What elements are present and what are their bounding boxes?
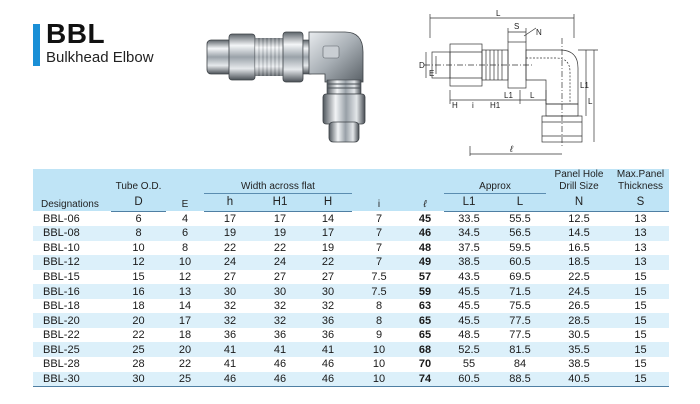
- dim-label-s: S: [514, 22, 520, 31]
- cell-i: 7.5: [352, 284, 406, 299]
- table-row: [33, 313, 669, 328]
- cell-des: BBL-12: [33, 255, 111, 270]
- dim-label-l1-right: L1: [580, 81, 589, 90]
- cell-l: 59.5: [494, 241, 546, 256]
- cell-h: 27: [204, 270, 256, 285]
- cell-l1: 43.5: [444, 270, 494, 285]
- cell-h: 32: [204, 313, 256, 328]
- cell-ell: 74: [406, 372, 444, 387]
- cell-h: 19: [204, 226, 256, 241]
- cell-s: 15: [612, 372, 669, 387]
- table-row: [33, 328, 669, 343]
- cell-l1: 45.5: [444, 284, 494, 299]
- product-name: Bulkhead Elbow: [46, 49, 154, 66]
- cell-s: 15: [612, 284, 669, 299]
- cell-l1: 60.5: [444, 372, 494, 387]
- cell-e: 12: [166, 270, 204, 285]
- cell-h1: 36: [256, 328, 304, 343]
- dim-label-d: D: [419, 61, 425, 70]
- cell-l1: 45.5: [444, 299, 494, 314]
- cell-s: 15: [612, 299, 669, 314]
- cell-h: 41: [204, 357, 256, 372]
- cell-e: 13: [166, 284, 204, 299]
- table-row: [33, 270, 669, 285]
- cell-ell: 48: [406, 241, 444, 256]
- header-approx: Approx: [444, 169, 546, 193]
- cell-i: 7: [352, 241, 406, 256]
- cell-d: 12: [111, 255, 166, 270]
- cell-n: 28.5: [546, 313, 612, 328]
- table-row: [33, 255, 669, 270]
- header-max-panel: [612, 169, 669, 193]
- cell-ell: 68: [406, 342, 444, 357]
- cell-s: 15: [612, 328, 669, 343]
- cell-d: 20: [111, 313, 166, 328]
- cell-l: 69.5: [494, 270, 546, 285]
- cell-h1: 32: [256, 299, 304, 314]
- cell-n: 22.5: [546, 270, 612, 285]
- cell-d: 6: [111, 211, 166, 226]
- cell-d: 30: [111, 372, 166, 387]
- cell-h1: 22: [256, 241, 304, 256]
- header-max-panel-line2: Thickness: [617, 181, 663, 192]
- header-e: E: [166, 169, 204, 211]
- cell-i: 10: [352, 372, 406, 387]
- cell-ell: 65: [406, 313, 444, 328]
- cell-h: 24: [204, 255, 256, 270]
- cell-d: 8: [111, 226, 166, 241]
- cell-des: BBL-30: [33, 372, 111, 387]
- cell-e: 8: [166, 241, 204, 256]
- cell-hh: 46: [304, 372, 352, 387]
- cell-ell: 46: [406, 226, 444, 241]
- header-n: N: [546, 193, 612, 211]
- cell-l1: 37.5: [444, 241, 494, 256]
- cell-l: 77.5: [494, 313, 546, 328]
- cell-e: 20: [166, 342, 204, 357]
- cell-d: 28: [111, 357, 166, 372]
- dim-label-l-right: L: [588, 97, 593, 106]
- cell-h: 22: [204, 241, 256, 256]
- cell-d: 25: [111, 342, 166, 357]
- cell-ell: 65: [406, 328, 444, 343]
- cell-n: 14.5: [546, 226, 612, 241]
- cell-e: 17: [166, 313, 204, 328]
- cell-h: 32: [204, 299, 256, 314]
- table-row: [33, 372, 669, 387]
- cell-l: 84: [494, 357, 546, 372]
- cell-s: 15: [612, 313, 669, 328]
- cell-n: 26.5: [546, 299, 612, 314]
- cell-s: 13: [612, 211, 669, 226]
- cell-hh: 17: [304, 226, 352, 241]
- header-width-across-flat: Width across flat: [204, 169, 352, 193]
- cell-ell: 57: [406, 270, 444, 285]
- table-row: [33, 284, 669, 299]
- cell-n: 38.5: [546, 357, 612, 372]
- cell-i: 9: [352, 328, 406, 343]
- dim-label-h: H: [452, 101, 458, 110]
- header-i: i: [352, 169, 406, 211]
- cell-s: 13: [612, 255, 669, 270]
- cell-ell: 59: [406, 284, 444, 299]
- cell-n: 18.5: [546, 255, 612, 270]
- cell-e: 18: [166, 328, 204, 343]
- cell-hh: 30: [304, 284, 352, 299]
- cell-s: 13: [612, 241, 669, 256]
- cell-hh: 19: [304, 241, 352, 256]
- cell-ell: 49: [406, 255, 444, 270]
- cell-des: BBL-22: [33, 328, 111, 343]
- cell-i: 8: [352, 299, 406, 314]
- cell-h: 17: [204, 211, 256, 226]
- cell-e: 22: [166, 357, 204, 372]
- cell-h: 46: [204, 372, 256, 387]
- table-row: [33, 226, 669, 241]
- header-tube-od: Tube O.D.: [111, 169, 166, 193]
- cell-s: 15: [612, 342, 669, 357]
- cell-e: 4: [166, 211, 204, 226]
- cell-i: 10: [352, 342, 406, 357]
- header-panel-hole: [546, 169, 612, 193]
- product-photo: [205, 18, 375, 146]
- cell-hh: 36: [304, 328, 352, 343]
- cell-n: 40.5: [546, 372, 612, 387]
- cell-n: 12.5: [546, 211, 612, 226]
- table-row: [33, 299, 669, 314]
- product-code: BBL: [46, 18, 106, 49]
- cell-i: 7: [352, 211, 406, 226]
- cell-des: BBL-16: [33, 284, 111, 299]
- cell-d: 18: [111, 299, 166, 314]
- header-h: h: [204, 193, 256, 211]
- cell-h1: 24: [256, 255, 304, 270]
- cell-des: BBL-28: [33, 357, 111, 372]
- cell-h1: 17: [256, 211, 304, 226]
- cell-n: 30.5: [546, 328, 612, 343]
- cell-hh: 14: [304, 211, 352, 226]
- dim-label-l-bottom: L: [530, 91, 535, 100]
- header-designations: Designations: [33, 169, 111, 211]
- cell-l1: 38.5: [444, 255, 494, 270]
- header-h-cap: H: [304, 193, 352, 211]
- cell-l: 71.5: [494, 284, 546, 299]
- cell-l: 75.5: [494, 299, 546, 314]
- cell-h1: 19: [256, 226, 304, 241]
- cell-e: 10: [166, 255, 204, 270]
- cell-des: BBL-06: [33, 211, 111, 226]
- dim-label-h1: H1: [490, 101, 501, 110]
- table-body: [33, 211, 669, 387]
- header-l1: L1: [444, 193, 494, 211]
- cell-h: 30: [204, 284, 256, 299]
- cell-i: 8: [352, 313, 406, 328]
- cell-hh: 27: [304, 270, 352, 285]
- cell-h1: 32: [256, 313, 304, 328]
- dim-label-l-top: L: [496, 9, 501, 18]
- table-row: [33, 357, 669, 372]
- cell-n: 24.5: [546, 284, 612, 299]
- cell-d: 16: [111, 284, 166, 299]
- cell-l1: 34.5: [444, 226, 494, 241]
- dim-label-i: i: [472, 101, 474, 110]
- cell-h: 41: [204, 342, 256, 357]
- cell-l1: 33.5: [444, 211, 494, 226]
- header-h1: H1: [256, 193, 304, 211]
- dim-label-e: E: [429, 69, 435, 78]
- title-accent-bar: [33, 24, 40, 66]
- cell-ell: 70: [406, 357, 444, 372]
- technical-drawing: [410, 8, 600, 158]
- dim-label-n: N: [536, 28, 542, 37]
- cell-s: 13: [612, 226, 669, 241]
- cell-e: 25: [166, 372, 204, 387]
- cell-hh: 41: [304, 342, 352, 357]
- cell-des: BBL-18: [33, 299, 111, 314]
- cell-s: 15: [612, 270, 669, 285]
- cell-n: 16.5: [546, 241, 612, 256]
- dimensions-table: [33, 169, 669, 387]
- cell-l: 88.5: [494, 372, 546, 387]
- dim-label-ell: ℓ: [510, 144, 513, 154]
- cell-i: 7.5: [352, 270, 406, 285]
- cell-h1: 30: [256, 284, 304, 299]
- cell-l1: 52.5: [444, 342, 494, 357]
- cell-n: 35.5: [546, 342, 612, 357]
- cell-h1: 46: [256, 357, 304, 372]
- header-d: D: [111, 193, 166, 211]
- table-row: [33, 241, 669, 256]
- cell-h1: 27: [256, 270, 304, 285]
- cell-l: 55.5: [494, 211, 546, 226]
- cell-d: 10: [111, 241, 166, 256]
- header-s: S: [612, 193, 669, 211]
- cell-des: BBL-08: [33, 226, 111, 241]
- dim-label-l1-bottom: L1: [504, 91, 513, 100]
- header-panel-hole-line1: Panel Hole: [554, 169, 604, 180]
- header-panel-hole-line2: Drill Size: [559, 181, 599, 192]
- cell-i: 7: [352, 255, 406, 270]
- cell-hh: 36: [304, 313, 352, 328]
- cell-l1: 45.5: [444, 313, 494, 328]
- cell-l1: 55: [444, 357, 494, 372]
- cell-hh: 22: [304, 255, 352, 270]
- cell-l1: 48.5: [444, 328, 494, 343]
- cell-h: 36: [204, 328, 256, 343]
- cell-hh: 46: [304, 357, 352, 372]
- cell-des: BBL-25: [33, 342, 111, 357]
- cell-des: BBL-15: [33, 270, 111, 285]
- header-max-panel-line1: Max.Panel: [616, 169, 665, 180]
- cell-l: 77.5: [494, 328, 546, 343]
- table-row: [33, 342, 669, 357]
- cell-s: 15: [612, 357, 669, 372]
- cell-des: BBL-20: [33, 313, 111, 328]
- cell-l: 81.5: [494, 342, 546, 357]
- table-row: [33, 211, 669, 226]
- cell-d: 15: [111, 270, 166, 285]
- header-l: L: [494, 193, 546, 211]
- cell-i: 10: [352, 357, 406, 372]
- cell-i: 7: [352, 226, 406, 241]
- cell-des: BBL-10: [33, 241, 111, 256]
- cell-ell: 63: [406, 299, 444, 314]
- cell-hh: 32: [304, 299, 352, 314]
- header-ell: ℓ: [406, 169, 444, 211]
- cell-e: 14: [166, 299, 204, 314]
- cell-e: 6: [166, 226, 204, 241]
- cell-d: 22: [111, 328, 166, 343]
- cell-h1: 46: [256, 372, 304, 387]
- cell-h1: 41: [256, 342, 304, 357]
- cell-ell: 45: [406, 211, 444, 226]
- cell-l: 60.5: [494, 255, 546, 270]
- cell-l: 56.5: [494, 226, 546, 241]
